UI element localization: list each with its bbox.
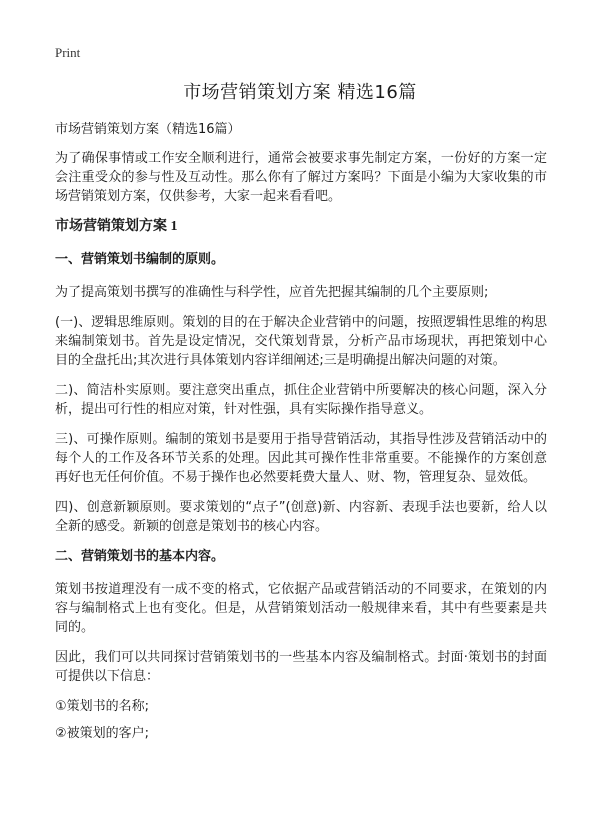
plan-heading: 市场营销策划方案 1 — [55, 219, 178, 234]
section2-paragraph-1: 策划书按道理没有一成不变的格式，它依据产品或营销活动的不同要求，在策划的内容与编制格式上也有变化。但是，从营销策划活动一般规律来看，其中有些要素是共同的。 — [55, 582, 547, 635]
section2-paragraph-2: 因此，我们可以共同探讨营销策划书的一些基本内容及编制格式。封面·策划书的封面可提供以下信息： — [55, 650, 547, 684]
principle-4: 四)、创意新颖原则。要求策划的“点子”(创意)新、内容新、表现手法也要新，给人以全新的感受。新颖的创意是策划书的核心内容。 — [55, 500, 547, 534]
section1-heading: 一、营销策划书编制的原则。 — [55, 252, 225, 267]
section2-heading: 二、营销策划书的基本内容。 — [55, 549, 225, 564]
list-item: ②被策划的客户; — [55, 726, 150, 741]
intro-paragraph: 为了确保事情或工作安全顺利进行，通常会被要求事先制定方案，一份好的方案一定会注重受众的参与性及互动性。那么你有了解过方案吗？下面是小编为大家收集的市场营销策划方案，仅供参考，大家一起来看看吧。 — [55, 151, 547, 204]
document-subtitle: 市场营销策划方案（精选16篇） — [55, 122, 241, 137]
document-body — [55, 120, 547, 751]
page-title: 市场营销策划方案 精选16篇 — [183, 82, 417, 103]
section1-intro: 为了提高策划书撰写的准确性与科学性，应首先把握其编制的几个主要原则; — [55, 285, 489, 300]
principle-3: 三)、可操作原则。编制的策划书是要用于指导营销活动，其指导性涉及营销活动中的每个人的工作及各环节关系的处理。因此其可操作性非常重要。不能操作的方案创意再好也无任何价值。不易于操作也必然要耗费大量人、财、物，管理复杂、显效低。 — [55, 432, 547, 485]
principle-1: (一)、逻辑思维原则。策划的目的在于解决企业营销中的问题，按照逻辑性思维的构思来编制策划书。首先是设定情况，交代策划背景，分析产品市场现状，再把策划中心目的全盘托出;其次进行具体策划内容详细阐述;三是明确提出解决问题的对策。 — [55, 315, 547, 368]
print-link[interactable]: Print — [55, 45, 81, 60]
list-item: ①策划书的名称; — [55, 699, 150, 714]
principle-2: 二)、简洁朴实原则。要注意突出重点，抓住企业营销中所要解决的核心问题，深入分析，提出可行性的相应对策，针对性强，具有实际操作指导意义。 — [55, 383, 547, 417]
